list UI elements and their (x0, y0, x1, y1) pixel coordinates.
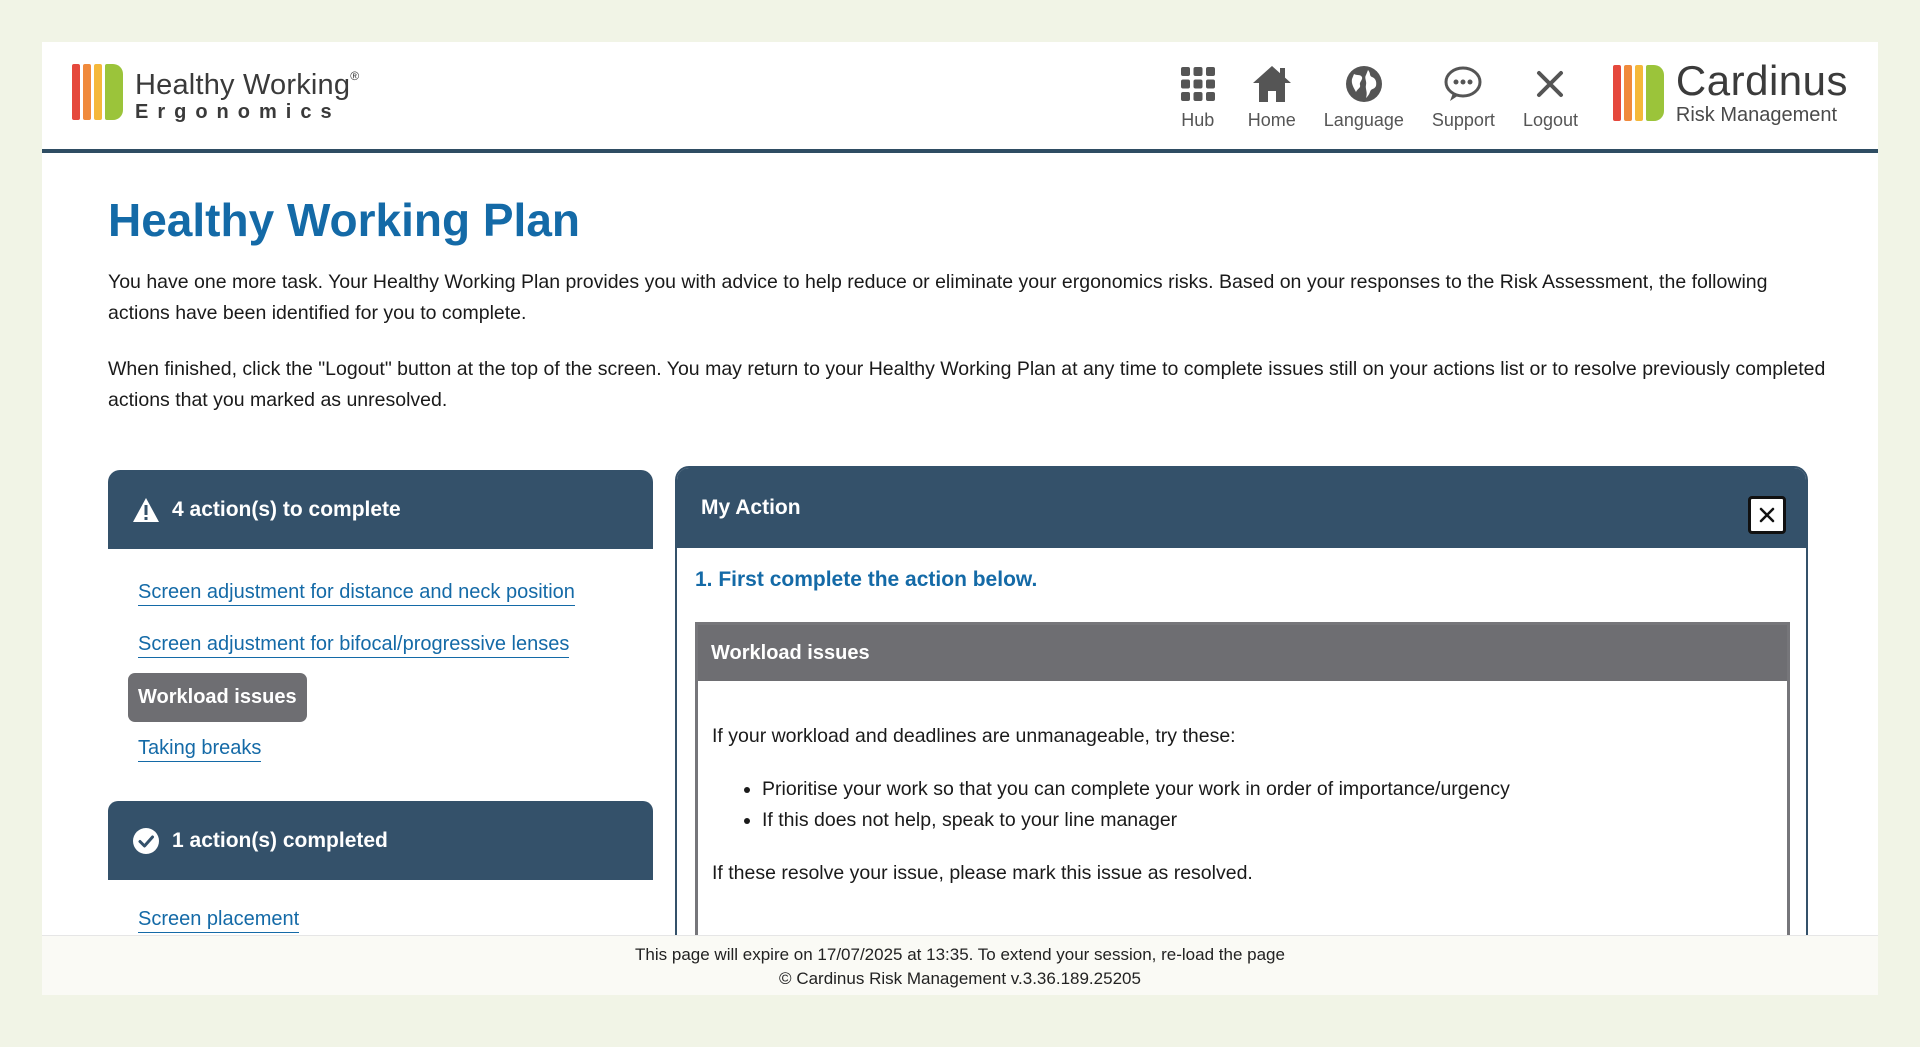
intro-text (108, 267, 1828, 441)
my-action-header (677, 468, 1806, 548)
close-icon (1528, 62, 1572, 106)
nav-home-label: Home (1247, 110, 1296, 130)
chat-icon (1441, 62, 1485, 106)
brand-subtitle: Ergonomics (135, 101, 341, 123)
action-link-taking-breaks[interactable]: Taking breaks (138, 736, 261, 762)
logo-bars (72, 64, 123, 120)
list-item: • If this does not help, speak to your line manager (762, 805, 1773, 836)
todo-list (108, 549, 653, 795)
registered-mark: ® (350, 69, 360, 83)
list-item (128, 723, 653, 775)
healthy-working-logo (72, 60, 359, 123)
close-icon (1759, 507, 1775, 523)
my-action-panel (675, 466, 1808, 946)
warning-icon (132, 496, 160, 524)
main-content (70, 157, 1850, 937)
app-window (42, 42, 1878, 995)
partner-title: Cardinus (1675, 57, 1848, 104)
completed-header (108, 801, 653, 880)
globe-icon (1342, 62, 1386, 106)
issue-closing: If these resolve your issue, please mark this issue as resolved. (712, 862, 1253, 884)
nav-support[interactable] (1432, 62, 1495, 131)
nav-hub-label: Hub (1181, 110, 1215, 130)
issue-body (698, 681, 1787, 929)
top-nav (1148, 62, 1578, 131)
my-action-title: My Action (701, 496, 801, 519)
step-title: 1. First complete the action below. (695, 568, 1038, 591)
check-circle-icon (132, 827, 160, 855)
session-expiry-text: This page will expire on 17/07/2025 at 13:35. To extend your session, re-load the page (635, 945, 1285, 964)
cardinus-logo-bars (1613, 65, 1664, 121)
intro-paragraph-1: You have one more task. Your Healthy Working Plan provides you with advice to help reduce or eliminate your ergonomics risks. Based on your responses to the Risk Assessment, the following actions have been identified for you to complete. (108, 271, 1768, 324)
action-link-bifocal-lenses[interactable]: Screen adjustment for bifocal/progressive lenses (138, 632, 569, 658)
issue-lead: If your workload and deadlines are unmanageable, try these: (712, 725, 1236, 747)
todo-header (108, 470, 653, 549)
nav-language[interactable] (1324, 62, 1404, 131)
nav-support-label: Support (1431, 110, 1495, 130)
issue-bullets (762, 774, 1773, 836)
completed-header-label: 1 action(s) completed (172, 828, 388, 852)
intro-paragraph-2: When finished, click the "Logout" button at the top of the screen. You may return to your Healthy Working Plan at any time to complete issues still on your actions list or to resolve previously completed actions that you marked as unresolved. (108, 358, 1826, 411)
issue-title: Workload issues (698, 625, 1787, 681)
list-item (128, 671, 653, 723)
action-link-workload-issues-active[interactable]: Workload issues (128, 673, 307, 722)
page-title: Healthy Working Plan (108, 194, 581, 246)
nav-home[interactable] (1248, 62, 1296, 131)
cardinus-logo (1613, 57, 1848, 126)
list-item: • Prioritise your work so that you can complete your work in order of importance/urgency (762, 774, 1773, 805)
todo-header-label: 4 action(s) to complete (172, 497, 401, 521)
nav-logout[interactable] (1523, 62, 1578, 131)
close-panel-button[interactable] (1748, 496, 1786, 534)
top-header (42, 42, 1878, 153)
footer (42, 935, 1878, 995)
list-item (128, 619, 653, 671)
partner-subtitle: Risk Management (1675, 104, 1838, 126)
grid-icon (1176, 62, 1220, 106)
copyright-icon: © (779, 969, 792, 988)
list-item (128, 567, 653, 619)
action-link-screen-placement[interactable]: Screen placement (138, 907, 299, 933)
action-link-screen-distance[interactable]: Screen adjustment for distance and neck position (138, 580, 575, 606)
nav-hub[interactable] (1176, 62, 1220, 131)
actions-sidebar (108, 470, 653, 966)
issue-card (695, 622, 1790, 946)
brand-title: Healthy Working (135, 69, 351, 101)
nav-language-label: Language (1323, 110, 1404, 130)
copyright-text: Cardinus Risk Management v.3.36.189.25205 (796, 969, 1141, 988)
home-icon (1250, 62, 1294, 106)
nav-logout-label: Logout (1522, 110, 1578, 130)
